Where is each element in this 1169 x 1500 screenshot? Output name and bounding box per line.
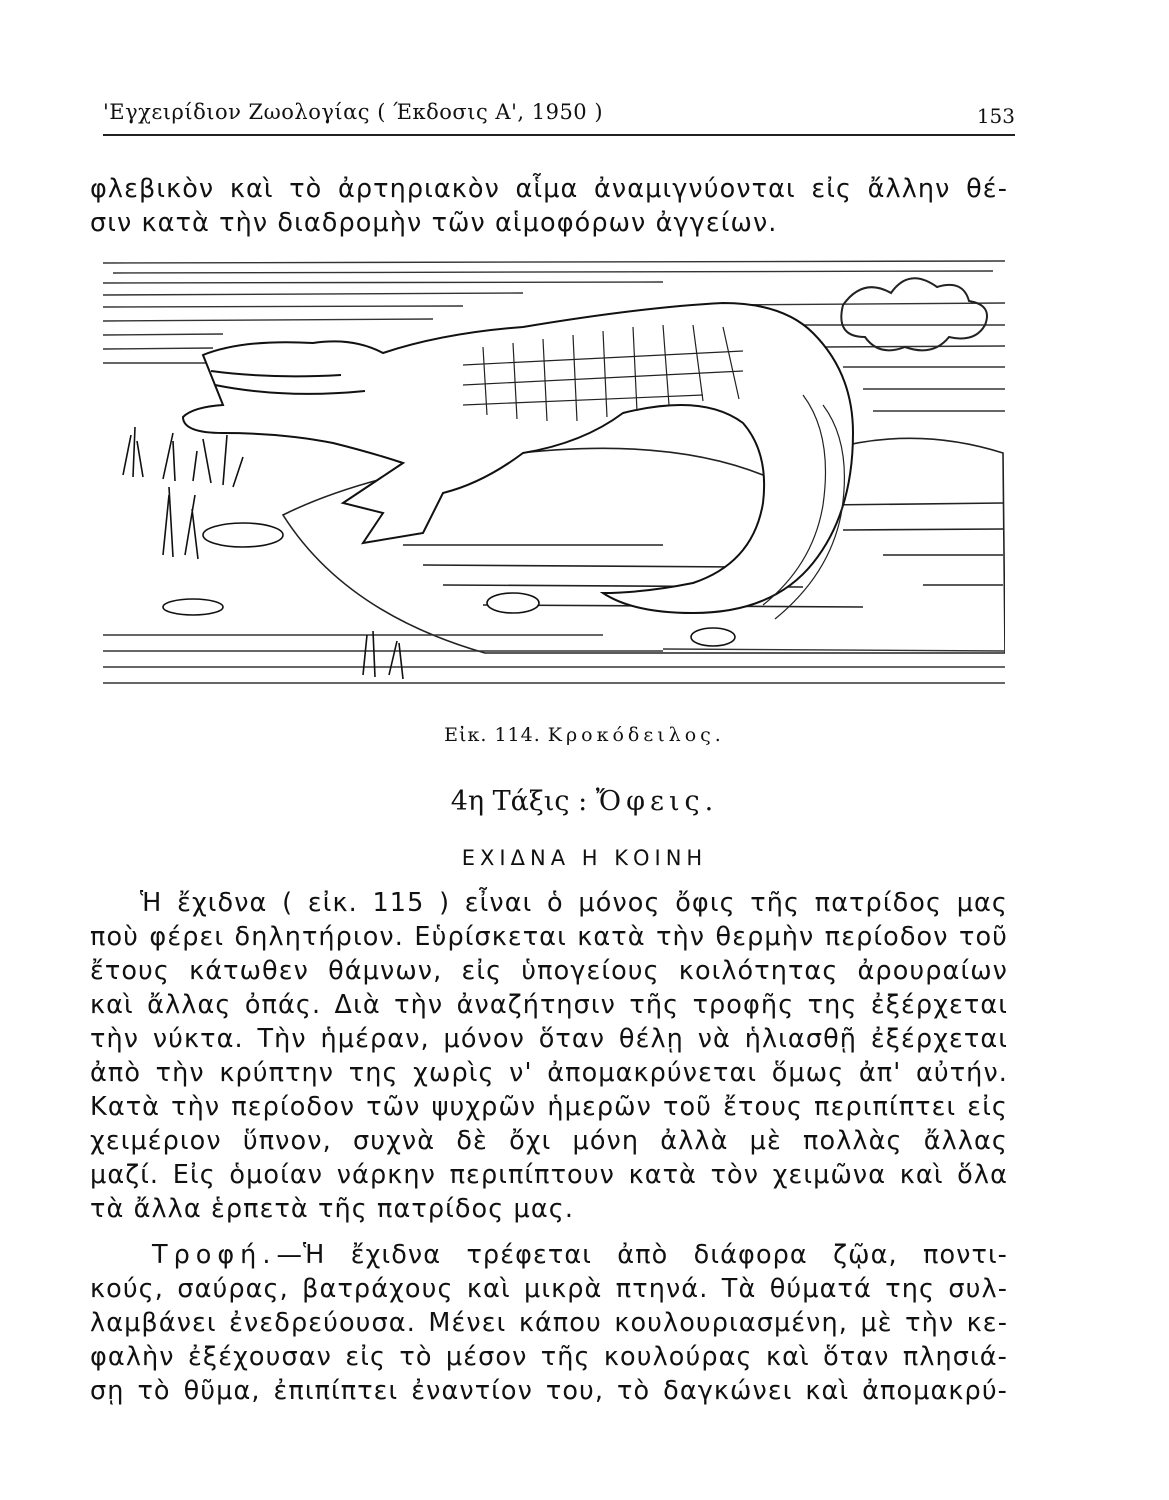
- text-line: Ἡ ἔχιδνα ( εἰκ. 115 ) εἶναι ὁ μόνος ὄφις τῆς πατρίδος μας: [140, 888, 1008, 918]
- text-line: φαλὴν ἐξέχουσαν εἰς τὸ μέσον τῆς κουλούρας καὶ ὅταν πλησιά-: [90, 1342, 1008, 1372]
- order-name: Ὄφεις.: [595, 786, 719, 817]
- text-line: ποὺ φέρει δηλητήριον. Εὑρίσκεται κατὰ τὴν θερμὴν περίοδον τοῦ: [90, 922, 1008, 952]
- text-line: κούς, σαύρας, βατράχους καὶ μικρὰ πτηνά. Τὰ θύματά της συλ-: [90, 1274, 1008, 1304]
- text-line: τὰ ἄλλα ἑρπετὰ τῆς πατρίδος μας.: [90, 1194, 575, 1224]
- food-line-text: —Ἡ ἔχιδνα τρέφεται ἀπὸ διάφορα ζῷα, ποντι-: [276, 1240, 1008, 1270]
- text-line: μαζί. Εἰς ὁμοίαν νάρκην περιπίπτουν κατὰ τὸν χειμῶνα καὶ ὅλα: [90, 1160, 1008, 1190]
- text-line: χειμέριον ὕπνον, συχνὰ δὲ ὄχι μόνη ἀλλὰ μὲ πολλὰς ἄλλας: [90, 1126, 1008, 1156]
- text-line: [90, 1238, 1008, 1272]
- running-title: 'Εγχειρίδιον Ζωολογίας ( Έκδοσις Α', 1950 ): [103, 100, 604, 124]
- figure-caption: [0, 724, 1169, 746]
- text-line: ἔτους κάτωθεν θάμνων, εἰς ὑπογείους κοιλότητας ἀρουραίων: [90, 956, 1008, 986]
- text-line: σῃ τὸ θῦμα, ἐπιπίπτει ἐναντίον του, τὸ δαγκώνει καὶ ἀπομακρύ-: [90, 1376, 1008, 1406]
- text-line: καὶ ἄλλας ὀπάς. Διὰ τὴν ἀναζήτησιν τῆς τροφῆς της ἐξέρχεται: [90, 990, 1008, 1020]
- text-line: ἀπὸ τὴν κρύπτην της χωρὶς ν' ἀπομακρύνεται ὅμως ἀπ' αὐτήν.: [90, 1058, 1008, 1088]
- intro-paragraph: [90, 172, 1008, 240]
- figure-number: Εἰκ. 114.: [444, 724, 541, 746]
- text-line: σιν κατὰ τὴν διαδρομὴν τῶν αἱμοφόρων ἀγγείων.: [90, 208, 778, 238]
- viper-paragraph: [90, 886, 1008, 1226]
- text-line: τὴν νύκτα. Τὴν ἡμέραν, μόνον ὅταν θέλῃ νὰ ἡλιασθῇ ἐξέρχεται: [90, 1024, 1008, 1054]
- food-lead: Τροφή.: [152, 1240, 277, 1270]
- order-prefix: 4η Τάξις :: [450, 786, 588, 817]
- figure-title: Κροκόδειλος.: [547, 724, 725, 746]
- food-paragraph: [90, 1238, 1008, 1408]
- page-number: 153: [976, 104, 1015, 128]
- text-line: λαμβάνει ἐνεδρεύουσα. Μένει κάπου κουλουριασμένη, μὲ τὴν κε-: [90, 1308, 1008, 1338]
- crocodile-illustration: [103, 255, 1005, 695]
- order-heading: [0, 786, 1169, 817]
- text-line: φλεβικὸν καὶ τὸ ἀρτηριακὸν αἷμα ἀναμιγνύονται εἰς ἄλλην θέ-: [90, 174, 1008, 204]
- running-header: [103, 98, 1015, 136]
- text-line: Κατὰ τὴν περίοδον τῶν ψυχρῶν ἡμερῶν τοῦ ἔτους περιπίπτει εἰς: [90, 1092, 1008, 1122]
- species-heading: ΕΧΙΔΝΑ Η ΚΟΙΝΗ: [461, 846, 708, 870]
